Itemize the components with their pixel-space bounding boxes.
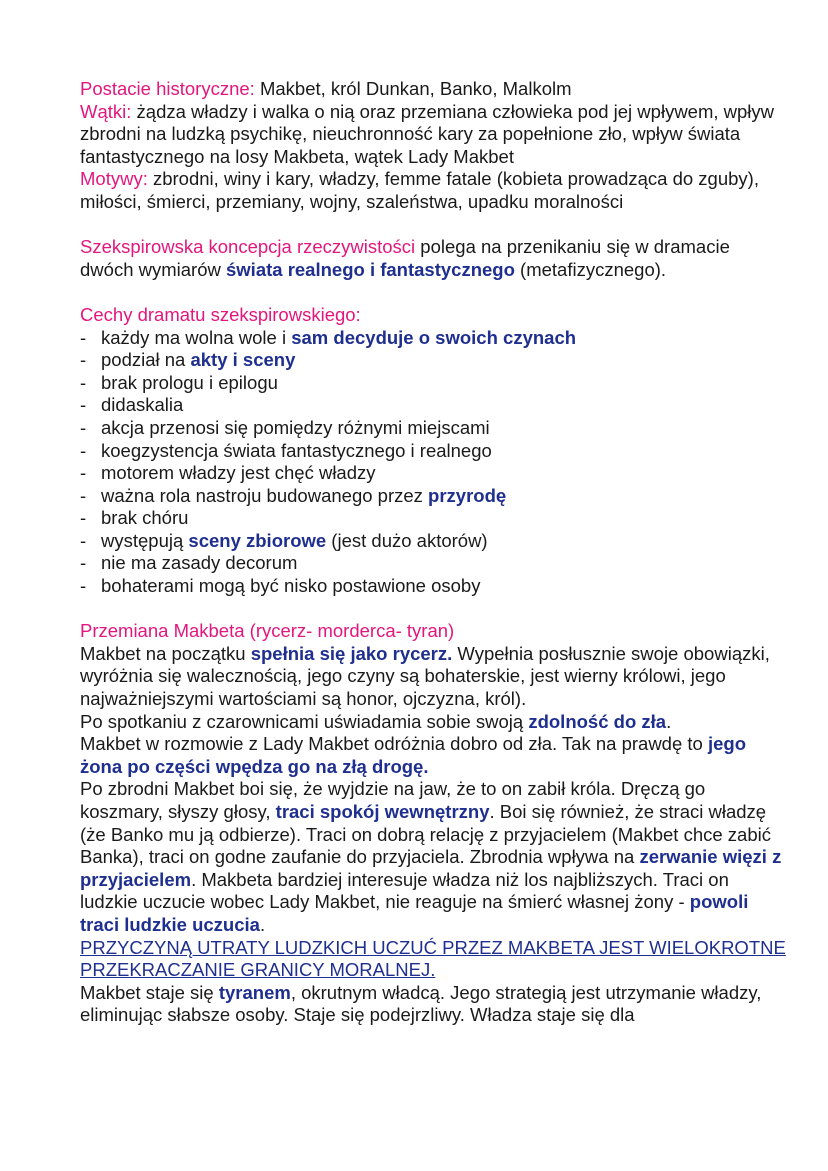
plots-label: Wątki: bbox=[80, 100, 132, 122]
text: , okrutnym władcą. Jego strategią jest utrzymanie władzy, eliminując słabsze osoby. Staje się podejrzliwy. Władza staje się dla bbox=[80, 981, 762, 1026]
motifs-paragraph bbox=[80, 168, 788, 213]
text: Po zbrodni Makbet boi się, że wyjdzie na jaw, że to on zabił króla. Dręczą go koszmary, słyszy głosy, bbox=[80, 778, 706, 822]
list-item bbox=[80, 462, 788, 485]
text: . Boi się również, że straci władzę (że Banko mu ją odbierze). Traci on dobrą relację z przyjacielem (Makbet chce zabić Banka), traci on godne zaufanie do przyjaciela. Zbrodnia wpływa na bbox=[80, 801, 771, 868]
list-item bbox=[80, 440, 788, 463]
text: . Makbeta bardziej interesuje władza niż los najbliższych. Traci on ludzkie uczucie wobec Lady Makbet, nie reaguje na śmierć własnej żony - bbox=[80, 868, 729, 913]
historical-characters-label: Postacie historyczne: bbox=[80, 78, 255, 99]
drama-features-heading: Cechy dramatu szekspirowskiego: bbox=[80, 303, 361, 325]
dash-bullet: - bbox=[80, 394, 87, 416]
text: nie ma zasady decorum bbox=[101, 552, 298, 574]
motifs-text: zbrodni, winy i kary, władzy, femme fatale (kobieta prowadząca do zguby), miłości, śmierci, przemiany, wojny, szaleństwa, upadku moralności bbox=[80, 168, 759, 212]
text: ważna rola nastroju budowanego przez bbox=[101, 484, 429, 506]
list-item bbox=[80, 327, 788, 350]
dash-bullet: - bbox=[80, 575, 87, 597]
plots-paragraph bbox=[80, 101, 788, 169]
bold-text: spełnia się jako rycerz. bbox=[250, 642, 453, 664]
text: akcja przenosi się pomiędzy różnymi miejscami bbox=[101, 416, 490, 438]
dash-bullet: - bbox=[80, 552, 87, 574]
transformation-paragraph-3 bbox=[80, 733, 788, 778]
bold-text: tyranem bbox=[218, 981, 291, 1003]
transformation-paragraph-4 bbox=[80, 778, 788, 936]
transformation-paragraph-5 bbox=[80, 982, 788, 1027]
dash-bullet: - bbox=[80, 484, 87, 506]
list-item bbox=[80, 394, 788, 417]
bold-text: zerwanie więzi z przyjacielem bbox=[80, 846, 782, 890]
reality-concept-paragraph bbox=[80, 236, 788, 281]
spacer bbox=[80, 598, 788, 621]
dash-bullet: - bbox=[80, 326, 87, 348]
bold-text: traci spokój wewnętrzny bbox=[275, 801, 490, 822]
reality-concept-bold: świata realnego i fantastycznego bbox=[226, 258, 515, 280]
bold-text: zdolność do zła bbox=[528, 710, 667, 732]
dash-bullet: - bbox=[80, 462, 87, 484]
bold-text: powoli traci ludzkie uczucia bbox=[80, 891, 749, 935]
bold-text: akty i sceny bbox=[190, 349, 296, 371]
text: Makbet staje się bbox=[80, 981, 219, 1003]
text: brak prologu i epilogu bbox=[101, 371, 278, 393]
text: występują bbox=[101, 529, 189, 551]
list-item bbox=[80, 530, 788, 553]
text: Makbet na początku bbox=[80, 642, 251, 664]
bold-text: przyrodę bbox=[428, 484, 507, 506]
list-item bbox=[80, 349, 788, 372]
dash-bullet: - bbox=[80, 439, 87, 461]
list-item bbox=[80, 485, 788, 508]
bold-text: sam decyduje o swoich czynach bbox=[291, 326, 577, 348]
list-item bbox=[80, 575, 788, 598]
reality-concept-text-b: (metafizycznego). bbox=[514, 258, 667, 280]
bold-text: jego żona po części wpędza go na złą drogę. bbox=[80, 733, 746, 777]
text: koegzystencja świata fantastycznego i realnego bbox=[101, 439, 492, 461]
text: didaskalia bbox=[101, 394, 184, 416]
dash-bullet: - bbox=[80, 416, 87, 438]
underlined-statement: PRZYCZYNĄ UTRATY LUDZKICH UCZUĆ PRZEZ MAKBETA JEST WIELOKROTNE PRZEKRACZANIE GRANICY MORALNEJ. bbox=[80, 936, 786, 981]
list-item bbox=[80, 417, 788, 440]
text: . bbox=[259, 913, 266, 935]
reality-concept-text-a: polega na przenikaniu się w dramacie dwóch wymiarów bbox=[80, 236, 730, 280]
reality-concept-label: Szekspirowska koncepcja rzeczywistości bbox=[80, 236, 416, 258]
dash-bullet: - bbox=[80, 507, 87, 529]
text: Wypełnia posłusznie swoje obowiązki, wyróżnia się walecznością, jego czyny są bohaterskie, jest wierny królowi, jego najważniejszymi wartościami są honor, ojczyzna, król). bbox=[80, 642, 770, 710]
text: motorem władzy jest chęć władzy bbox=[101, 462, 376, 484]
transformation-paragraph-2 bbox=[80, 711, 788, 734]
list-item bbox=[80, 552, 788, 575]
plots-text: żądza władzy i walka o nią oraz przemiana człowieka pod jej wpływem, wpływ zbrodni na ludzką psychikę, nieuchronność kary za popełnione zło, wpływ świata fantastycznego na losy Makbeta, wątek Lady Makbet bbox=[80, 100, 775, 167]
text: każdy ma wolna wole i bbox=[101, 326, 292, 348]
dash-bullet: - bbox=[80, 349, 87, 371]
text: brak chóru bbox=[101, 507, 189, 529]
spacer bbox=[80, 214, 788, 237]
text: . bbox=[666, 710, 672, 732]
text: podział na bbox=[101, 349, 191, 371]
transformation-heading: Przemiana Makbeta (rycerz- morderca- tyran) bbox=[80, 620, 455, 642]
transformation-paragraph-1 bbox=[80, 643, 788, 711]
dash-bullet: - bbox=[80, 529, 87, 551]
spacer bbox=[80, 281, 788, 304]
motifs-label: Motywy: bbox=[80, 168, 148, 190]
bold-text: sceny zbiorowe bbox=[188, 529, 327, 551]
text: Po spotkaniu z czarownicami uświadamia sobie swoją bbox=[80, 710, 529, 732]
list-item bbox=[80, 372, 788, 395]
dash-bullet: - bbox=[80, 371, 87, 393]
historical-characters-text: Makbet, król Dunkan, Banko, Malkolm bbox=[254, 78, 572, 99]
historical-characters-line bbox=[80, 78, 788, 101]
text: Makbet w rozmowie z Lady Makbet odróżnia dobro od zła. Tak na prawdę to bbox=[80, 733, 708, 755]
text: bohaterami mogą być nisko postawione osoby bbox=[101, 575, 481, 597]
list-item bbox=[80, 507, 788, 530]
text: (jest dużo aktorów) bbox=[326, 529, 488, 551]
drama-features-list bbox=[80, 327, 788, 598]
